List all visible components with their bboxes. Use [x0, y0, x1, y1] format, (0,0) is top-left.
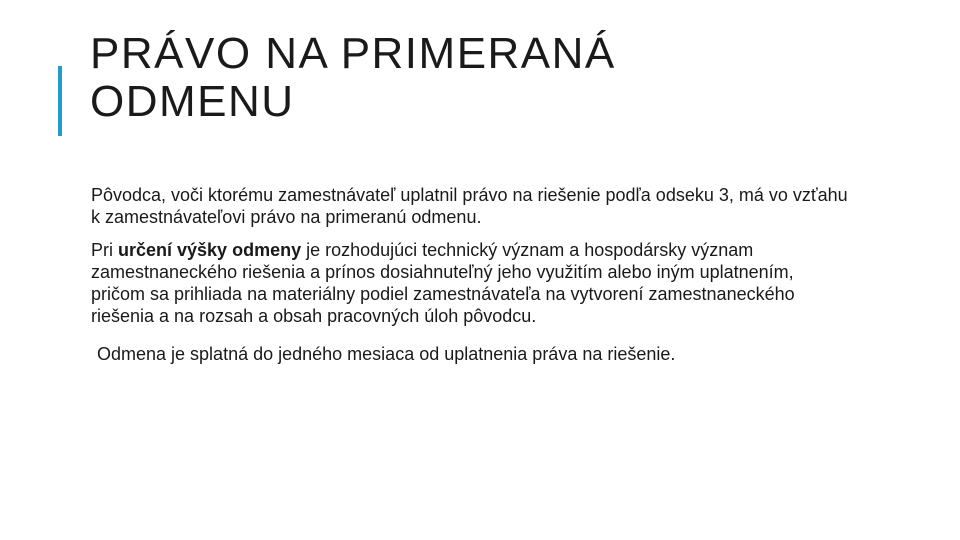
paragraph-3: Odmena je splatná do jedného mesiaca od uplatnenia práva na riešenie.: [97, 344, 676, 364]
paragraph-1: Pôvodca, voči ktorému zamestnávateľ uplatnil právo na riešenie podľa odseku 3, má vo vzťahu k zamestnávateľovi právo na primeranú odmenu.: [91, 185, 848, 227]
slide-title-line-1: PRÁVO NA PRIMERANÁ: [90, 29, 616, 78]
slide-title: [90, 30, 890, 126]
paragraph-2-bold: určení výšky odmeny: [118, 240, 302, 260]
paragraph-2-rest: je rozhodujúci technický význam a hospodársky význam zamestnaneckého riešenia a prínos dosiahnuteľný jeho využitím alebo iným uplatnením, pričom sa prihliada na materiálny podiel zamestnávateľa na vytvorení zamestnaneckého riešenia a na rozsah a obsah pracovných úloh pôvodcu.: [91, 240, 795, 326]
slide-title-line-2: ODMENU: [90, 77, 295, 126]
paragraph-2: [91, 239, 851, 327]
title-accent-bar: [58, 66, 62, 136]
slide-body: [91, 184, 851, 376]
paragraph-2-prefix: Pri: [91, 240, 118, 260]
